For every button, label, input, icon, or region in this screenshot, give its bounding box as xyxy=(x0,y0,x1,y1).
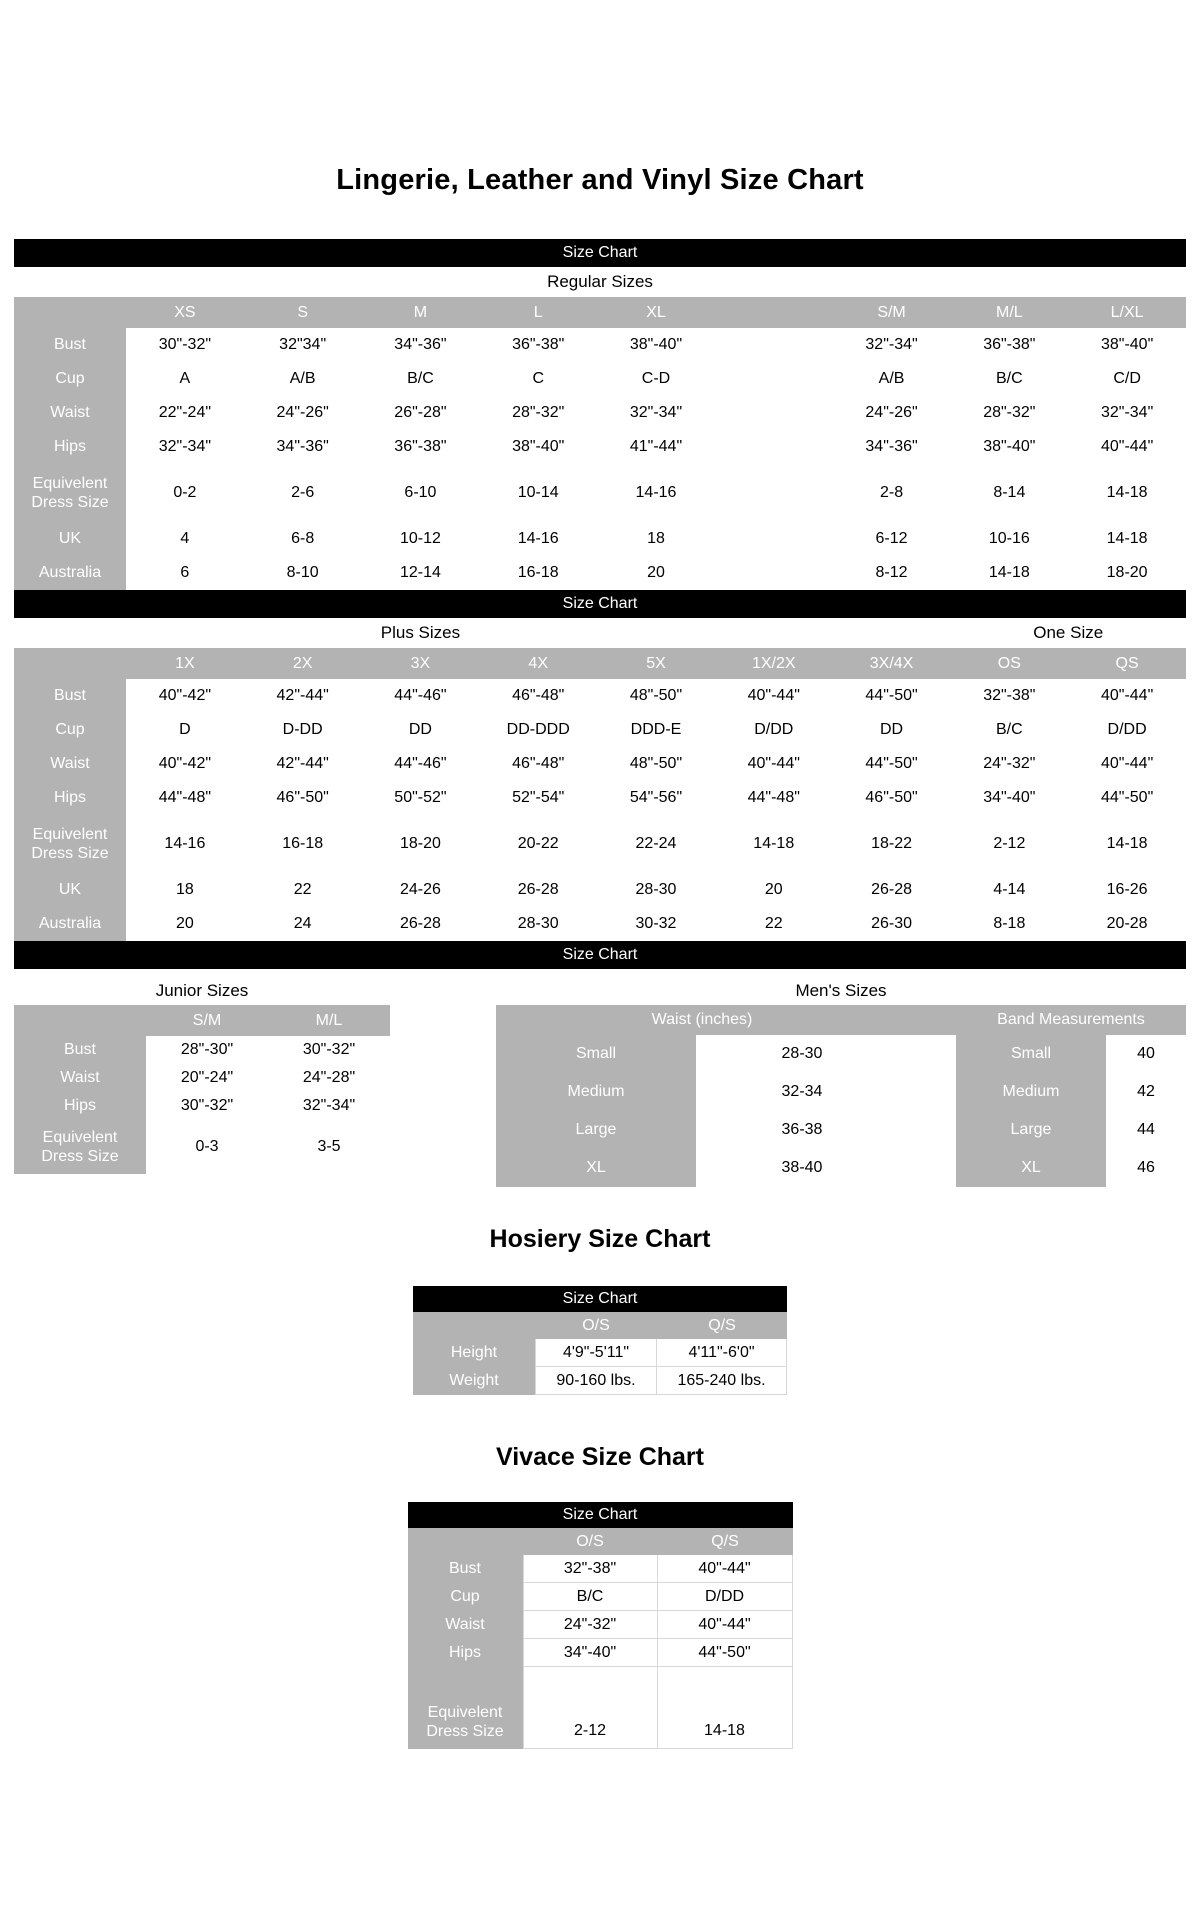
cell: 22 xyxy=(715,907,833,941)
column-header: O/S xyxy=(576,1533,604,1550)
cell: 20"-24" xyxy=(146,1064,268,1092)
cell: 28-30 xyxy=(597,873,715,907)
cell: 16-18 xyxy=(479,556,597,590)
table-row xyxy=(14,556,1186,590)
cell: 8-12 xyxy=(833,556,951,590)
cell: 24-26 xyxy=(362,873,480,907)
cell: B/C xyxy=(950,713,1068,747)
table-row xyxy=(14,781,1186,815)
cell: 2-8 xyxy=(833,464,951,522)
column-header: S/M xyxy=(192,1012,222,1029)
row-label: Equivelent Dress Size xyxy=(14,1120,146,1174)
cell: D/DD xyxy=(715,713,833,747)
table-row xyxy=(14,873,1186,907)
cell: DDD-E xyxy=(597,713,715,747)
cell: 32"-34" xyxy=(597,396,715,430)
cell: 50"-52" xyxy=(362,781,480,815)
table-row xyxy=(408,1555,793,1583)
cell: 30"-32" xyxy=(146,1092,268,1120)
row-label: Hips xyxy=(14,781,126,815)
table-row xyxy=(14,1064,390,1092)
cell: 26-30 xyxy=(833,907,951,941)
cell: 32"-38" xyxy=(950,679,1068,713)
cell: 3-5 xyxy=(268,1120,390,1174)
row-label: Bust xyxy=(14,679,126,713)
cell: 20-22 xyxy=(479,815,597,873)
row-label: Waist xyxy=(408,1611,523,1639)
cell: 40"-44" xyxy=(658,1611,793,1639)
cell: 24"-32" xyxy=(950,747,1068,781)
size-label: XL xyxy=(496,1149,696,1187)
cell: 18 xyxy=(126,873,244,907)
cell: DD xyxy=(833,713,951,747)
corner-cell xyxy=(14,1005,146,1036)
cell: 28-30 xyxy=(479,907,597,941)
cell: D/DD xyxy=(1068,713,1186,747)
table-row xyxy=(408,1639,793,1667)
column-header: L xyxy=(533,304,543,321)
page-title: Lingerie, Leather and Vinyl Size Chart xyxy=(336,164,864,196)
plus-sizes-label: Plus Sizes xyxy=(380,623,461,642)
cell: 26-28 xyxy=(362,907,480,941)
cell: 44"-50" xyxy=(1068,781,1186,815)
regular-header-row xyxy=(14,297,1186,328)
vivace-header-row xyxy=(408,1528,793,1555)
plus-sizes-label-row xyxy=(14,618,1186,648)
column-header: M xyxy=(413,304,428,321)
cell: B/C xyxy=(950,362,1068,396)
cell: 44"-46" xyxy=(362,679,480,713)
cell: 44"-50" xyxy=(833,679,951,713)
row-label: Equivelent Dress Size xyxy=(14,464,126,522)
size-chart-bar-junior-mens: Size Chart xyxy=(14,941,1186,969)
row-label: Cup xyxy=(408,1583,523,1611)
cell: 8-10 xyxy=(244,556,362,590)
cell: 32"34" xyxy=(244,328,362,362)
column-header: 3X xyxy=(410,655,431,672)
cell: 24"-32" xyxy=(523,1611,658,1639)
row-label: Hips xyxy=(408,1639,523,1667)
cell: 28"-32" xyxy=(479,396,597,430)
cell: 34"-36" xyxy=(833,430,951,464)
cell: 14-16 xyxy=(126,815,244,873)
corner-cell xyxy=(14,297,126,328)
table-row xyxy=(14,1092,390,1120)
hosiery-table xyxy=(413,1286,787,1395)
cell: 44"-50" xyxy=(658,1639,793,1667)
cell: 22 xyxy=(244,873,362,907)
cell: 0-2 xyxy=(126,464,244,522)
cell: 4'11"-6'0" xyxy=(657,1339,787,1367)
cell: 0-3 xyxy=(146,1120,268,1174)
cell: 22"-24" xyxy=(126,396,244,430)
cell: 48"-50" xyxy=(597,679,715,713)
cell: 24 xyxy=(244,907,362,941)
column-header: QS xyxy=(1115,655,1139,672)
cell: B/C xyxy=(362,362,480,396)
row-label: Height xyxy=(413,1339,535,1367)
row-label: Waist xyxy=(14,1064,146,1092)
size-label: Medium xyxy=(496,1073,696,1111)
row-label: Australia xyxy=(14,556,126,590)
cell: 26"-28" xyxy=(362,396,480,430)
cell: 30-32 xyxy=(597,907,715,941)
junior-sizes-table xyxy=(14,1005,390,1174)
cell: 20 xyxy=(597,556,715,590)
cell: 24"-26" xyxy=(833,396,951,430)
junior-mens-labels xyxy=(14,977,1186,1005)
cell: 10-12 xyxy=(362,522,480,556)
corner-cell xyxy=(14,648,126,679)
plus-sizes-table xyxy=(14,648,1186,941)
column-header: 1X/2X xyxy=(751,655,796,672)
cell: 10-16 xyxy=(950,522,1068,556)
cell: 38"-40" xyxy=(597,328,715,362)
corner-cell xyxy=(408,1528,523,1555)
size-label: Small xyxy=(956,1035,1106,1073)
cell: 40"-44" xyxy=(1068,430,1186,464)
mens-header-row xyxy=(496,1005,1186,1035)
gap-cell xyxy=(715,362,833,396)
size-label: XL xyxy=(956,1149,1106,1187)
cell: 34"-40" xyxy=(950,781,1068,815)
cell: C-D xyxy=(597,362,715,396)
cell: 16-18 xyxy=(244,815,362,873)
cell: 28"-32" xyxy=(950,396,1068,430)
cell: 20-28 xyxy=(1068,907,1186,941)
cell: 16-26 xyxy=(1068,873,1186,907)
one-size-label: One Size xyxy=(1033,623,1104,642)
cell: 48"-50" xyxy=(597,747,715,781)
cell: 46"-50" xyxy=(833,781,951,815)
cell: 40"-42" xyxy=(126,747,244,781)
cell: 24"-26" xyxy=(244,396,362,430)
junior-sizes-label: Junior Sizes xyxy=(155,981,249,1000)
cell: 26-28 xyxy=(479,873,597,907)
cell: 20 xyxy=(715,873,833,907)
row-label: Equivelent Dress Size xyxy=(14,815,126,873)
size-chart-bar-plus: Size Chart xyxy=(14,590,1186,618)
column-header: 3X/4X xyxy=(869,655,914,672)
cell: 40"-44" xyxy=(1068,747,1186,781)
waist-value: 32-34 xyxy=(696,1073,908,1111)
cell: 38"-40" xyxy=(1068,328,1186,362)
row-label: Australia xyxy=(14,907,126,941)
row-label: Cup xyxy=(14,713,126,747)
table-row xyxy=(496,1149,1186,1187)
table-row xyxy=(14,747,1186,781)
cell: 8-18 xyxy=(950,907,1068,941)
cell: 54"-56" xyxy=(597,781,715,815)
cell: 34"-36" xyxy=(244,430,362,464)
cell: 6 xyxy=(126,556,244,590)
column-header: L/XL xyxy=(1110,304,1144,321)
column-header: XL xyxy=(646,304,666,321)
row-label: Bust xyxy=(14,328,126,362)
cell: C/D xyxy=(1068,362,1186,396)
table-row xyxy=(14,464,1186,522)
column-header: O/S xyxy=(582,1317,610,1334)
cell: 18-22 xyxy=(833,815,951,873)
cell: 14-18 xyxy=(1068,522,1186,556)
table-row xyxy=(408,1611,793,1639)
cell: 40"-44" xyxy=(715,747,833,781)
mens-sizes-label: Men's Sizes xyxy=(795,981,887,1000)
cell: 10-14 xyxy=(479,464,597,522)
junior-header-row xyxy=(14,1005,390,1036)
cell: 44"-50" xyxy=(833,747,951,781)
cell: 42"-44" xyxy=(244,679,362,713)
cell: D-DD xyxy=(244,713,362,747)
cell: 32"-34" xyxy=(833,328,951,362)
cell: 44"-48" xyxy=(126,781,244,815)
cell: 32"-38" xyxy=(523,1555,658,1583)
column-header: S/M xyxy=(877,304,906,321)
table-row xyxy=(14,522,1186,556)
cell: C xyxy=(479,362,597,396)
column-header xyxy=(715,297,833,328)
gap-cell xyxy=(908,1111,956,1149)
table-row xyxy=(408,1667,793,1749)
vivace-table xyxy=(408,1502,793,1749)
cell: 18 xyxy=(597,522,715,556)
cell: 40"-44" xyxy=(658,1555,793,1583)
corner-cell xyxy=(413,1312,535,1339)
table-row xyxy=(496,1111,1186,1149)
row-label: Bust xyxy=(14,1036,146,1064)
cell: 44"-46" xyxy=(362,747,480,781)
column-header: 1X xyxy=(175,655,195,672)
header-gap xyxy=(908,1005,956,1035)
cell: 6-8 xyxy=(244,522,362,556)
column-header: 5X xyxy=(646,655,666,672)
table-row xyxy=(14,396,1186,430)
cell: 41"-44" xyxy=(597,430,715,464)
cell: 14-18 xyxy=(1068,464,1186,522)
column-header: S xyxy=(297,304,308,321)
cell: D/DD xyxy=(658,1583,793,1611)
row-label: Cup xyxy=(14,362,126,396)
size-chart-bar-regular: Size Chart xyxy=(14,239,1186,267)
hosiery-header-row xyxy=(413,1312,787,1339)
cell: 44"-48" xyxy=(715,781,833,815)
band-value: 40 xyxy=(1106,1035,1186,1073)
junior-mens-section xyxy=(14,1005,1186,1187)
table-row xyxy=(14,1120,390,1174)
cell: 18-20 xyxy=(1068,556,1186,590)
column-header: XS xyxy=(174,304,196,321)
mens-sizes-table xyxy=(496,1005,1186,1187)
cell: D xyxy=(126,713,244,747)
table-row xyxy=(14,815,1186,873)
vivace-title: Vivace Size Chart xyxy=(496,1443,704,1471)
cell: 18-20 xyxy=(362,815,480,873)
size-chart-bar-vivace: Size Chart xyxy=(408,1502,793,1528)
row-label: Bust xyxy=(408,1555,523,1583)
cell: 6-10 xyxy=(362,464,480,522)
regular-sizes-label: Regular Sizes xyxy=(547,272,653,291)
table-row xyxy=(413,1339,787,1367)
cell: 52"-54" xyxy=(479,781,597,815)
cell: 22-24 xyxy=(597,815,715,873)
gap-cell xyxy=(715,522,833,556)
band-value: 46 xyxy=(1106,1149,1186,1187)
size-label: Large xyxy=(956,1111,1106,1149)
cell: 6-12 xyxy=(833,522,951,556)
table-row xyxy=(14,713,1186,747)
table-row xyxy=(14,679,1186,713)
cell: 20 xyxy=(126,907,244,941)
table-row xyxy=(14,362,1186,396)
cell: 34"-40" xyxy=(523,1639,658,1667)
cell: 8-14 xyxy=(950,464,1068,522)
row-label: Weight xyxy=(413,1367,535,1395)
cell: 14-18 xyxy=(1068,815,1186,873)
column-header: 4X xyxy=(528,655,548,672)
waist-value: 36-38 xyxy=(696,1111,908,1149)
cell: B/C xyxy=(523,1583,658,1611)
cell: 2-12 xyxy=(950,815,1068,873)
cell: A/B xyxy=(244,362,362,396)
column-header: 2X xyxy=(292,655,313,672)
row-label: UK xyxy=(14,873,126,907)
table-row xyxy=(496,1073,1186,1111)
gap-cell xyxy=(715,328,833,362)
band-measurements-header: Band Measurements xyxy=(997,1011,1145,1028)
cell: 2-12 xyxy=(523,1667,658,1749)
cell: DD xyxy=(362,713,480,747)
cell: 14-18 xyxy=(715,815,833,873)
cell: 36"-38" xyxy=(479,328,597,362)
waist-value: 38-40 xyxy=(696,1149,908,1187)
band-value: 44 xyxy=(1106,1111,1186,1149)
waist-value: 28-30 xyxy=(696,1035,908,1073)
cell: A/B xyxy=(833,362,951,396)
waist-inches-header: Waist (inches) xyxy=(651,1011,753,1028)
row-label: UK xyxy=(14,522,126,556)
cell: 14-18 xyxy=(658,1667,793,1749)
gap-cell xyxy=(715,430,833,464)
plus-header-row xyxy=(14,648,1186,679)
cell: 46"-48" xyxy=(479,747,597,781)
cell: 32"-34" xyxy=(126,430,244,464)
cell: 30"-32" xyxy=(126,328,244,362)
cell: 38"-40" xyxy=(479,430,597,464)
cell: 165-240 lbs. xyxy=(657,1367,787,1395)
cell: 28"-30" xyxy=(146,1036,268,1064)
column-header: Q/S xyxy=(711,1533,739,1550)
cell: 4'9"-5'11" xyxy=(535,1339,657,1367)
cell: 32"-34" xyxy=(268,1092,390,1120)
gap-cell xyxy=(715,464,833,522)
cell: 46"-48" xyxy=(479,679,597,713)
cell: 36"-38" xyxy=(950,328,1068,362)
cell: 12-14 xyxy=(362,556,480,590)
table-row xyxy=(14,430,1186,464)
gap-cell xyxy=(715,556,833,590)
cell: 46"-50" xyxy=(244,781,362,815)
cell: 40"-44" xyxy=(715,679,833,713)
column-header: OS xyxy=(997,655,1021,672)
cell: 40"-44" xyxy=(1068,679,1186,713)
cell: 32"-34" xyxy=(1068,396,1186,430)
cell: A xyxy=(126,362,244,396)
cell: 34"-36" xyxy=(362,328,480,362)
cell: 14-16 xyxy=(479,522,597,556)
cell: 14-18 xyxy=(950,556,1068,590)
row-label: Waist xyxy=(14,396,126,430)
cell: 40"-42" xyxy=(126,679,244,713)
gap-cell xyxy=(715,396,833,430)
cell: DD-DDD xyxy=(479,713,597,747)
row-label: Hips xyxy=(14,1092,146,1120)
cell: 4 xyxy=(126,522,244,556)
cell: 90-160 lbs. xyxy=(535,1367,657,1395)
column-header: Q/S xyxy=(708,1317,736,1334)
cell: 24"-28" xyxy=(268,1064,390,1092)
hosiery-title: Hosiery Size Chart xyxy=(489,1225,711,1253)
row-label: Waist xyxy=(14,747,126,781)
table-row xyxy=(408,1583,793,1611)
gap-cell xyxy=(908,1149,956,1187)
table-row xyxy=(413,1367,787,1395)
size-chart-bar-hosiery: Size Chart xyxy=(413,1286,787,1312)
cell: 30"-32" xyxy=(268,1036,390,1064)
cell: 2-6 xyxy=(244,464,362,522)
regular-sizes-table xyxy=(14,297,1186,590)
size-label: Small xyxy=(496,1035,696,1073)
gap-cell xyxy=(908,1073,956,1111)
gap-cell xyxy=(908,1035,956,1073)
cell: 42"-44" xyxy=(244,747,362,781)
table-row xyxy=(14,907,1186,941)
column-header: M/L xyxy=(315,1012,343,1029)
table-row xyxy=(496,1035,1186,1073)
row-label: Hips xyxy=(14,430,126,464)
cell: 38"-40" xyxy=(950,430,1068,464)
band-value: 42 xyxy=(1106,1073,1186,1111)
table-row xyxy=(14,328,1186,362)
size-label: Medium xyxy=(956,1073,1106,1111)
cell: 26-28 xyxy=(833,873,951,907)
cell: 4-14 xyxy=(950,873,1068,907)
table-row xyxy=(14,1036,390,1064)
row-label: Equivelent Dress Size xyxy=(408,1667,523,1749)
page xyxy=(14,0,1186,1749)
size-label: Large xyxy=(496,1111,696,1149)
cell: 36"-38" xyxy=(362,430,480,464)
column-header: M/L xyxy=(995,304,1023,321)
cell: 14-16 xyxy=(597,464,715,522)
